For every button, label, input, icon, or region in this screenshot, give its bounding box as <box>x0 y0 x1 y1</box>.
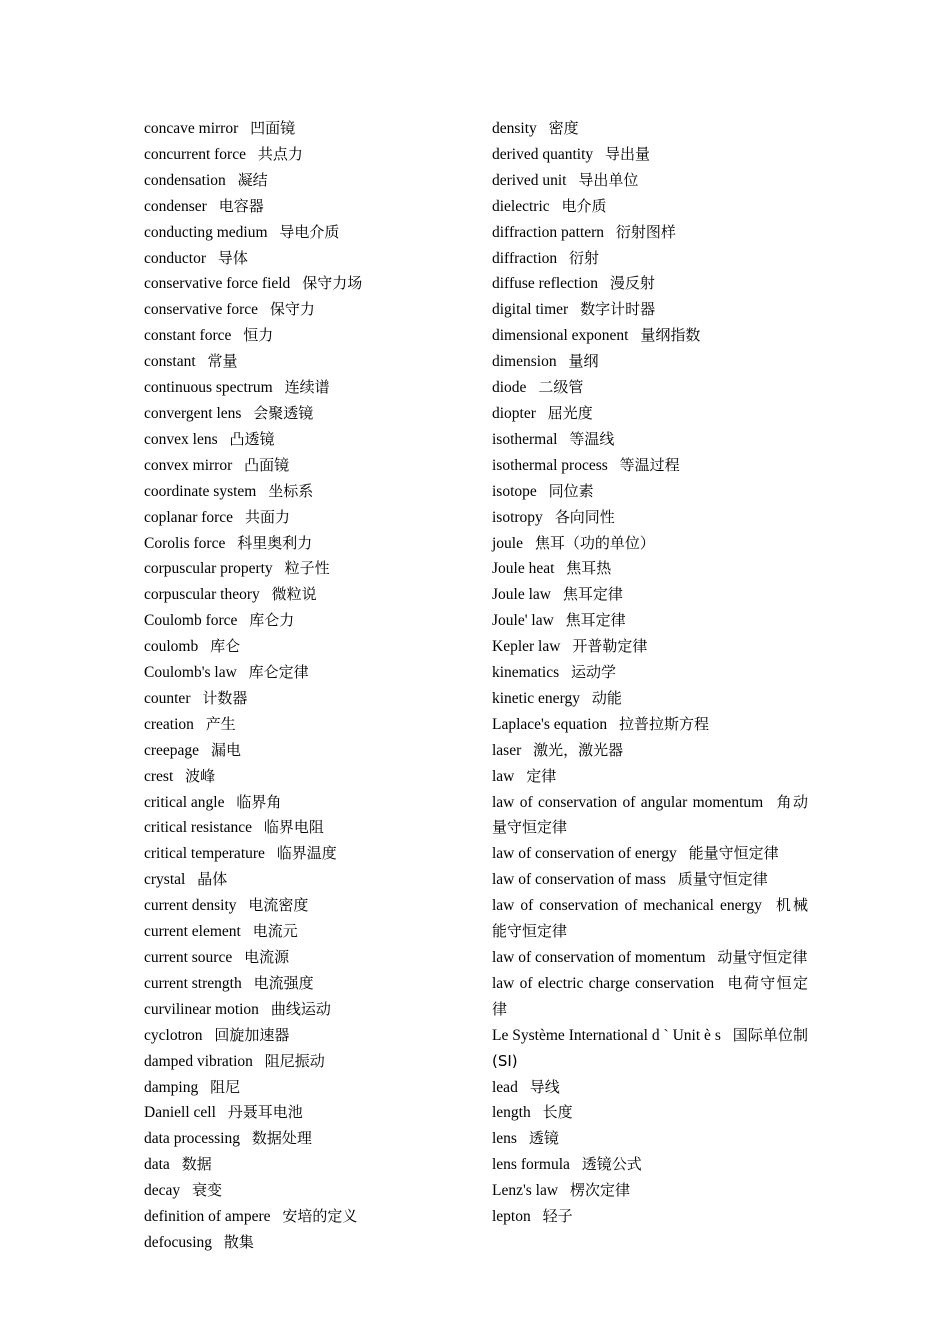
term-english: dimensional exponent <box>492 327 629 345</box>
term-english: Coulomb's law <box>144 664 237 682</box>
glossary-entry <box>144 919 464 945</box>
term-english: current density <box>144 897 237 915</box>
term-chinese: 连续谱 <box>284 378 330 397</box>
term-chinese: 电流密度 <box>248 896 309 915</box>
term-chinese: 保守力场 <box>302 274 363 293</box>
glossary-entry <box>144 1204 464 1230</box>
term-english: Coulomb force <box>144 612 238 630</box>
term-chinese: 动量守恒定律 <box>717 948 808 966</box>
glossary-entry <box>144 297 464 323</box>
glossary-entry <box>144 764 464 790</box>
glossary-entry <box>144 168 464 194</box>
term-chinese: 临界角 <box>236 792 282 811</box>
term-chinese: 导线 <box>529 1077 560 1096</box>
term-english: concave mirror <box>144 120 239 137</box>
term-chinese: 阻尼 <box>210 1077 241 1096</box>
term-chinese: 质量守恒定律 <box>677 870 768 889</box>
term-english: current strength <box>144 974 242 992</box>
term-chinese: 库仑 <box>210 637 241 656</box>
glossary-entry <box>492 142 808 168</box>
term-english: Lenz's law <box>492 1182 559 1200</box>
term-english: coordinate system <box>144 482 257 500</box>
term-chinese: 同位素 <box>548 481 594 500</box>
term-chinese: 透镜公式 <box>581 1155 642 1174</box>
term-english: corpuscular property <box>144 560 273 578</box>
term-chinese: 电介质 <box>561 196 607 215</box>
term-english: conductor <box>144 249 206 267</box>
glossary-entry <box>144 1100 464 1126</box>
glossary-entry <box>492 453 808 479</box>
term-chinese: 晶体 <box>197 870 228 889</box>
term-english: counter <box>144 689 191 707</box>
term-english: isothermal process <box>492 456 608 474</box>
term-english: critical temperature <box>144 845 265 863</box>
glossary-entry <box>492 634 808 660</box>
glossary-entry <box>492 608 808 634</box>
term-chinese: 焦耳定律 <box>562 585 623 604</box>
glossary-entry <box>144 608 464 634</box>
term-english: law of conservation of angular momentum <box>492 793 764 811</box>
term-chinese: 回旋加速器 <box>214 1025 290 1044</box>
glossary-entry <box>492 427 808 453</box>
glossary-entry <box>144 971 464 997</box>
glossary-entry <box>492 971 808 1023</box>
term-english: Laplace's equation <box>492 715 608 733</box>
glossary-entry <box>492 401 808 427</box>
term-english: kinematics <box>492 664 560 682</box>
glossary-entry <box>492 271 808 297</box>
glossary-entry <box>492 246 808 272</box>
term-chinese: 保守力 <box>269 300 315 319</box>
glossary-entry <box>144 841 464 867</box>
term-chinese: 凝结 <box>237 170 268 189</box>
term-english: concurrent force <box>144 145 246 163</box>
term-english: Corolis force <box>144 534 226 552</box>
glossary-entry <box>492 660 808 686</box>
term-chinese: 数字计时器 <box>580 300 656 319</box>
term-chinese: 恒力 <box>243 326 274 345</box>
term-chinese: 散集 <box>223 1232 254 1251</box>
term-english: Joule' law <box>492 612 554 630</box>
term-chinese: 常量 <box>207 352 238 371</box>
term-chinese: 产生 <box>205 714 236 733</box>
glossary-entry <box>492 375 808 401</box>
term-chinese: 安培的定义 <box>282 1207 358 1226</box>
term-english: laser <box>492 741 522 759</box>
term-chinese: 电流强度 <box>253 973 314 992</box>
term-english: conducting medium <box>144 223 268 241</box>
glossary-entry <box>144 1230 464 1256</box>
term-chinese: 库仑定律 <box>248 663 309 682</box>
term-english: derived unit <box>492 171 567 189</box>
glossary-entry <box>144 1152 464 1178</box>
term-chinese: 共点力 <box>257 144 303 163</box>
term-chinese: 坐标系 <box>268 481 314 500</box>
term-english: isotope <box>492 482 537 500</box>
term-english: lepton <box>492 1208 531 1226</box>
glossary-entry <box>492 686 808 712</box>
glossary-entry <box>144 246 464 272</box>
glossary-entry <box>144 505 464 531</box>
term-english: critical resistance <box>144 819 253 837</box>
term-english: creation <box>144 715 194 733</box>
term-english: damping <box>144 1078 199 1096</box>
glossary-entry <box>492 712 808 738</box>
term-english: dimension <box>492 353 557 371</box>
glossary-entry <box>492 582 808 608</box>
glossary-entry <box>492 945 808 971</box>
term-english: diopter <box>492 404 536 422</box>
glossary-entry <box>492 220 808 246</box>
term-english: data processing <box>144 1130 240 1148</box>
term-english: diffraction pattern <box>492 223 605 241</box>
term-english: cyclotron <box>144 1026 203 1044</box>
term-english: convergent lens <box>144 404 242 422</box>
term-chinese: 丹聂耳电池 <box>227 1103 303 1122</box>
glossary-entry <box>144 582 464 608</box>
term-english: current element <box>144 923 241 941</box>
glossary-entry <box>144 712 464 738</box>
term-english: Kepler law <box>492 638 561 656</box>
term-english: coplanar force <box>144 508 234 526</box>
term-english: creepage <box>144 741 200 759</box>
term-english: law of conservation of mass <box>492 871 666 889</box>
glossary-entry <box>144 323 464 349</box>
term-english: curvilinear motion <box>144 1000 259 1018</box>
term-english: condensation <box>144 171 226 189</box>
glossary-entry <box>144 686 464 712</box>
glossary-entry <box>492 1178 808 1204</box>
glossary-entry <box>144 479 464 505</box>
term-chinese: 拉普拉斯方程 <box>619 714 710 733</box>
term-english: derived quantity <box>492 145 594 163</box>
glossary-entry <box>144 453 464 479</box>
term-chinese: 国际单位制(SI) <box>492 1025 808 1070</box>
glossary-entry <box>492 116 808 142</box>
term-english: kinetic energy <box>492 689 580 707</box>
term-chinese: 焦耳定律 <box>565 611 626 630</box>
glossary-entry <box>144 945 464 971</box>
term-chinese: 长度 <box>542 1103 573 1122</box>
term-english: condenser <box>144 197 207 215</box>
glossary-entry <box>492 1023 808 1075</box>
glossary-entry <box>144 271 464 297</box>
term-english: law of conservation of energy <box>492 845 677 863</box>
term-english: lens <box>492 1130 517 1148</box>
term-chinese: 计数器 <box>202 688 248 707</box>
term-chinese: 凸透镜 <box>229 429 275 448</box>
term-english: data <box>144 1156 170 1174</box>
term-english: digital timer <box>492 301 569 319</box>
glossary-entry <box>492 893 808 945</box>
term-chinese: 漫反射 <box>609 274 655 293</box>
term-english: isothermal <box>492 430 558 448</box>
term-english: lens formula <box>492 1156 570 1174</box>
glossary-entry <box>144 401 464 427</box>
term-chinese: 等温过程 <box>619 455 680 474</box>
term-english: current source <box>144 949 233 966</box>
term-english: law of conservation of momentum <box>492 949 706 966</box>
term-chinese: 凸面镜 <box>244 455 290 474</box>
term-english: critical angle <box>144 793 225 811</box>
term-chinese: 波峰 <box>185 766 216 785</box>
glossary-entry <box>144 556 464 582</box>
term-chinese: 机械能守恒定律 <box>492 896 808 941</box>
glossary-entry <box>492 349 808 375</box>
glossary-entry <box>492 1204 808 1230</box>
glossary-entry <box>492 531 808 557</box>
glossary-entry <box>144 1126 464 1152</box>
term-english: joule <box>492 534 523 552</box>
term-english: lead <box>492 1078 518 1096</box>
term-english: constant <box>144 353 196 371</box>
term-chinese: 各向同性 <box>554 507 615 526</box>
term-chinese: 电荷守恒定律 <box>492 973 808 1018</box>
term-chinese: 微粒说 <box>271 585 317 604</box>
term-chinese: 临界温度 <box>276 844 337 863</box>
glossary-entry <box>492 168 808 194</box>
term-chinese: 粒子性 <box>284 559 330 578</box>
glossary-entry <box>492 1152 808 1178</box>
glossary-entry <box>492 297 808 323</box>
term-chinese: 二级管 <box>538 378 584 397</box>
glossary-entry <box>492 841 808 867</box>
term-chinese: 导出单位 <box>578 170 639 189</box>
glossary-entry <box>144 116 464 142</box>
term-english: corpuscular theory <box>144 586 260 604</box>
term-chinese: 密度 <box>548 119 579 137</box>
glossary-entry <box>492 505 808 531</box>
glossary-entry <box>492 479 808 505</box>
term-chinese: 科里奥利力 <box>237 533 313 552</box>
term-english: continuous spectrum <box>144 379 273 397</box>
glossary-entry <box>144 815 464 841</box>
term-chinese: 电流元 <box>252 922 298 941</box>
glossary-entry <box>492 764 808 790</box>
glossary-entry <box>492 194 808 220</box>
term-chinese: 导电介质 <box>279 222 340 241</box>
glossary-entry <box>492 867 808 893</box>
glossary-entry <box>144 660 464 686</box>
term-chinese: 能量守恒定律 <box>688 844 779 863</box>
term-chinese: 会聚透镜 <box>253 403 314 422</box>
term-english: density <box>492 120 537 137</box>
term-chinese: 定律 <box>526 766 557 785</box>
term-chinese: 动能 <box>591 688 622 707</box>
term-chinese: 凹面镜 <box>250 119 296 137</box>
term-english: diffraction <box>492 249 558 267</box>
term-english: law <box>492 767 515 785</box>
term-english: coulomb <box>144 638 199 656</box>
glossary-entry <box>144 194 464 220</box>
term-chinese: 量纲 <box>568 352 599 371</box>
term-english: crystal <box>144 871 186 889</box>
term-english: defocusing <box>144 1233 213 1251</box>
glossary-entry <box>144 1075 464 1101</box>
term-english: convex lens <box>144 430 218 448</box>
term-chinese: 衰变 <box>192 1181 223 1200</box>
glossary-entry <box>144 349 464 375</box>
glossary-entry <box>492 1100 808 1126</box>
glossary-entry <box>144 790 464 816</box>
term-chinese: 导体 <box>217 248 248 267</box>
term-chinese: 数据 <box>181 1155 212 1174</box>
term-english: Daniell cell <box>144 1104 216 1122</box>
glossary-column-right <box>492 116 808 1230</box>
glossary-entry <box>492 556 808 582</box>
term-english: isotropy <box>492 508 543 526</box>
term-chinese: 透镜 <box>528 1129 559 1148</box>
term-chinese: 临界电阻 <box>263 818 324 837</box>
glossary-entry <box>144 867 464 893</box>
glossary-entry <box>144 427 464 453</box>
term-chinese: 漏电 <box>210 740 241 759</box>
term-chinese: 运动学 <box>571 663 617 682</box>
term-english: definition of ampere <box>144 1208 271 1226</box>
glossary-entry <box>144 220 464 246</box>
term-chinese: 阻尼振动 <box>264 1051 325 1070</box>
term-chinese: 激光，激光器 <box>533 740 624 759</box>
glossary-entry <box>144 634 464 660</box>
term-chinese: 曲线运动 <box>270 999 331 1018</box>
glossary-entry <box>144 1023 464 1049</box>
term-english: diode <box>492 379 527 397</box>
term-english: conservative force <box>144 301 259 319</box>
glossary-entry <box>492 790 808 842</box>
glossary-entry <box>144 997 464 1023</box>
term-chinese: 库仑力 <box>249 611 295 630</box>
glossary-column-left <box>144 116 464 1256</box>
term-chinese: 电容器 <box>218 196 264 215</box>
glossary-entry <box>144 1049 464 1075</box>
term-english: crest <box>144 767 174 785</box>
term-chinese: 等温线 <box>569 429 615 448</box>
term-english: conservative force field <box>144 275 291 293</box>
term-english: decay <box>144 1182 181 1200</box>
term-chinese: 数据处理 <box>251 1129 312 1148</box>
glossary-entry <box>492 323 808 349</box>
glossary-entry <box>144 375 464 401</box>
term-chinese: 焦耳（功的单位） <box>534 533 655 552</box>
term-chinese: 共面力 <box>244 507 290 526</box>
glossary-entry <box>492 1126 808 1152</box>
term-english: length <box>492 1104 531 1122</box>
term-chinese: 屈光度 <box>547 403 593 422</box>
term-english: law of electric charge conservation <box>492 974 715 992</box>
term-chinese: 量纲指数 <box>640 326 701 345</box>
glossary-entry <box>144 893 464 919</box>
term-english: Joule law <box>492 586 551 604</box>
glossary-entry <box>144 738 464 764</box>
glossary-entry <box>144 531 464 557</box>
glossary-entry <box>492 1075 808 1101</box>
term-english: constant force <box>144 327 232 345</box>
term-chinese: 电流源 <box>244 948 290 966</box>
term-chinese: 焦耳热 <box>566 559 612 578</box>
glossary-entry <box>492 738 808 764</box>
term-english: convex mirror <box>144 456 233 474</box>
term-chinese: 开普勒定律 <box>572 637 648 656</box>
term-english: law of conservation of mechanical energy <box>492 897 762 915</box>
term-chinese: 衍射图样 <box>615 222 676 241</box>
term-english: Le Système International d ` Unit è s <box>492 1026 721 1044</box>
term-chinese: 角动量守恒定律 <box>492 792 808 837</box>
glossary-entry <box>144 142 464 168</box>
glossary-entry <box>144 1178 464 1204</box>
term-english: diffuse reflection <box>492 275 599 293</box>
term-chinese: 导出量 <box>605 144 651 163</box>
term-english: damped vibration <box>144 1052 253 1070</box>
term-chinese: 楞次定律 <box>569 1181 630 1200</box>
term-chinese: 轻子 <box>542 1207 573 1226</box>
term-english: dielectric <box>492 197 550 215</box>
term-chinese: 衍射 <box>569 248 600 267</box>
term-english: Joule heat <box>492 560 555 578</box>
